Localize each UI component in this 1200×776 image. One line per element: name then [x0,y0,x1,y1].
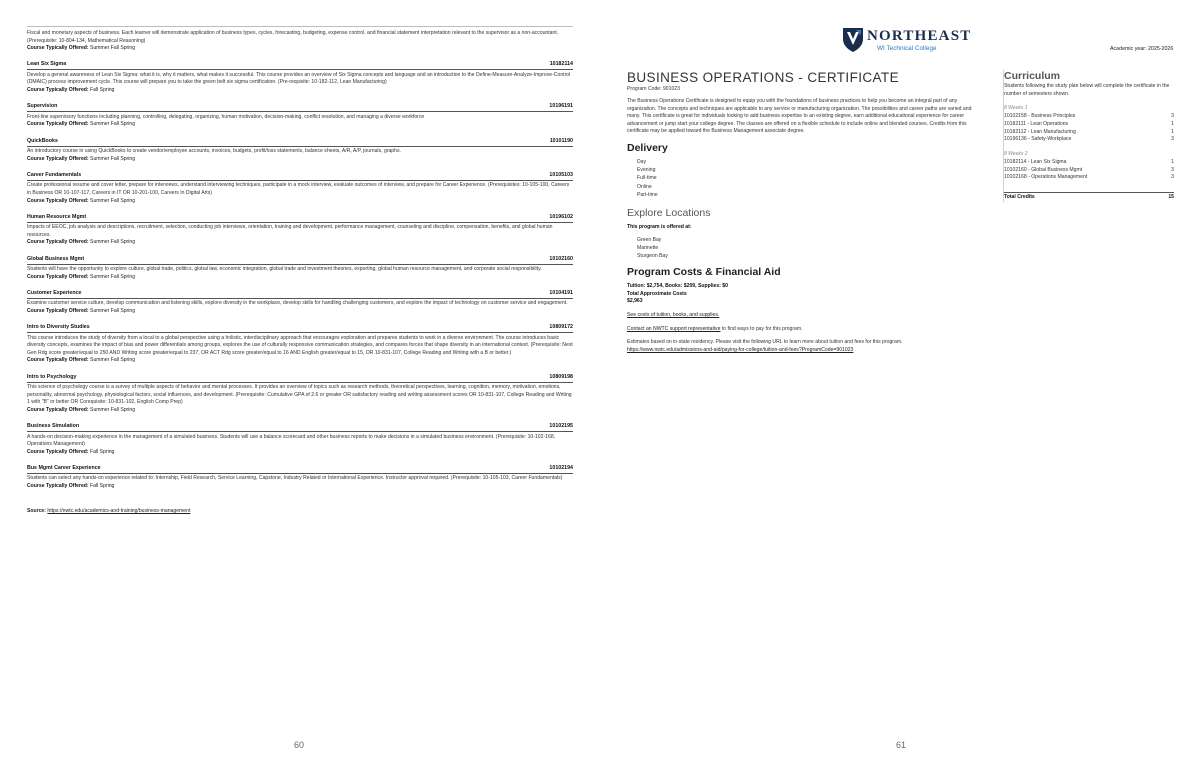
course-offered [27,483,573,491]
academic-year: Academic year: 2025-2026 [1110,46,1174,52]
list-item: Green Bay [637,236,662,243]
course-entry [27,290,573,316]
course-description: Students will have the opportunity to explore culture, global trade, politics, global law, economic integration, global trade and investment theories, exporting, global human resource management, and corporate social responsibility. [27,266,542,273]
curriculum-course-name: 10102168 - Operations Management [1004,174,1088,181]
tuition-url-link[interactable]: https://www.nwtc.edu/admissions-and-aid/paying-for-college/tuition-and-fees?ProgramCode=901023 [627,346,854,353]
offered-value: Fall Spring [90,483,115,490]
support-link[interactable]: Contact an NWTC support representative [627,325,721,332]
course-entry [27,374,573,415]
offered-value: Summer Fall Spring [90,406,136,413]
offered-value: Summer Fall Spring [90,45,136,52]
course-header [27,465,573,474]
course-name: QuickBooks [27,137,58,144]
course-entry [27,465,573,491]
curriculum-course-name: 10196136 - Safety-Workplace [1004,136,1072,143]
course-name: Business Simulation [27,423,80,430]
offered-label: Course Typically Offered: [27,45,89,52]
logo-name: NORTHEAST [867,28,972,44]
course-offered [27,239,573,247]
curriculum-course-credits: 3 [1171,166,1174,173]
curriculum-panel [1003,70,1174,202]
course-name: Bus Mgmt Career Experience [27,464,101,471]
curriculum-course-credits: 1 [1171,159,1174,165]
offered-value: Fall Spring [90,448,115,455]
page-title: BUSINESS OPERATIONS - CERTIFICATE [627,70,899,85]
course-entry [27,61,573,94]
course-entry [27,423,573,456]
course-description: Impacts of EEOC, job analysis and descriptions, recruitment, selection, conducting job interviews, orientation, training and development, performance management, counseling and discipline, compensation, benefits, and global human resources. [27,224,553,238]
course-header [27,103,573,112]
courses-container [27,61,573,490]
total-credits-value: 15 [1168,194,1174,201]
course-description: This course introduces the study of diversity from a local to a global perspective using a holistic, interdisciplinary approach that encourages exploration and prepares students to work in a diverse environment. The course introduces basic diversity concepts, examines the impact of bias and power differentials among groups, explores the use of culturally responsive communication strategies, and compares forces that shape diversity in an international context. (Prerequisite: Next Gen Rdg score greater/equal to 250 AND Writing score greater/equal to 237, OR ACT Rdg score greater/equal to 16 AND English greater/equal to 15, OR 10-831-107, College Reading and Writing with a B or better.) [27,334,573,356]
course-header [27,214,573,223]
program-description: The Business Operations Certificate is designed to equip you with the foundations of business practices to help you become an integral part of any organization. The concepts and techniques are applicable to any service or manufacturing organization. The possibilities and career paths are varied and many. This certificate is great for individuals looking to add business expertise to an existing degree, earn additional educational experience for career advancement or jump start your college degree. The classes are offered on a flexible schedule to include online and blended courses. Credits from this certificate may be applied toward the Business Management associate degree. [627,98,972,135]
course-offered [27,198,573,206]
curriculum-heading: Curriculum [1004,70,1061,82]
course-name: Customer Experience [27,289,82,296]
offered-value: Summer Fall Spring [90,273,136,280]
curriculum-course-row [1004,129,1174,137]
offered-value: Summer Fall Spring [90,357,136,364]
curriculum-course-credits: 3 [1171,136,1174,143]
delivery-heading: Delivery [627,141,668,154]
curriculum-description: Students following the study plan below will complete the certificate in the number of semesters shown. [1004,83,1170,97]
course-code: 10809198 [549,373,573,380]
course-name: Career Fundamentals [27,171,82,178]
course-header [27,423,573,432]
program-code: Program Code: 901023 [627,86,680,92]
course-offered [27,87,573,95]
course-entry [27,172,573,205]
course-code: 10196102 [549,213,573,220]
course-offered [27,308,573,316]
course-entry [27,324,573,365]
course-code: 10102194 [549,464,573,471]
offered-value: Fall Spring [90,87,115,94]
course-code: 10104191 [549,289,573,296]
locations-heading: Explore Locations [627,206,711,219]
costs-heading: Program Costs & Financial Aid [627,266,781,279]
shield-logo-icon [843,27,863,53]
program-info [627,70,979,354]
support-line [627,326,979,334]
course-header [27,324,573,333]
source-line [27,508,190,514]
course-entry [27,103,573,129]
course-description: This science of psychology course is a survey of multiple aspects of behavior and mental processes. It provides an overview of topics such as research methods, theoretical perspectives, learning, cognition, memory, motivation, emotions, personality, abnormal psychology, physiological factors, social influences, and development. (Prerequisite: Cumulative GPA of 2.6 or greater OR satisfactory reading and writing assessment scores OR 10-831-107, College Reading and Writing 1 with "B" or better OR Corequisite: 10-831-102, English Comp Prep) [27,384,572,406]
course-header [27,256,573,265]
offered-label: Course Typically Offered: [27,239,89,246]
total-costs-label: Total Approximate Costs [627,290,687,297]
offered-label: Course Typically Offered: [27,87,89,94]
list-item: Marinette [637,244,659,251]
course-offered [27,357,573,365]
list-item: Evening [637,167,656,174]
curriculum-course-name: 10102158 - Business Principles [1004,113,1076,120]
course-offered [27,449,573,457]
intro-offered [27,45,573,53]
locations-intro: This program is offered at: [627,223,692,230]
page-number: 61 [896,740,907,750]
curriculum-course-name: 10182111 - Lean Operations [1004,120,1069,127]
course-offered [27,121,573,129]
offered-label: Course Typically Offered: [27,406,89,413]
offered-label: Course Typically Offered: [27,197,89,204]
right-page [600,0,1200,776]
source-label: Source: [27,508,46,514]
list-item: Day [637,158,647,165]
curriculum-course-row [1004,167,1174,175]
offered-label: Course Typically Offered: [27,483,89,490]
course-description: Front-line supervisory functions including planning, controlling, delegating, organizing, human motivation, decision-making, conflict resolution, and managing a diverse workforce [27,113,425,120]
course-description: Examine customer service culture, develop communication and listening skills, explore diversity in the workplace, develop skills for handling challenging customers, and explore the impact of technology on customer service and engagement. [27,300,568,307]
course-name: Lean Six Sigma [27,61,67,68]
offered-label: Course Typically Offered: [27,121,89,128]
curriculum-course-row [1004,113,1174,121]
course-code: 10182114 [549,61,573,68]
total-credits-row [1004,193,1174,202]
offered-value: Summer Fall Spring [90,155,136,162]
support-rest: to find ways to pay for this program. [720,325,803,332]
term-label: 8 Weeks 2 [1004,151,1028,157]
course-code: 10102160 [549,255,573,262]
offered-value: Summer Fall Spring [90,121,136,128]
offered-label: Course Typically Offered: [27,357,89,364]
offered-label: Course Typically Offered: [27,307,89,314]
course-name: Intro to Psychology [27,373,77,380]
course-description: A hands-on decision-making experience in the management of a simulated business. Students will use a balance scorecard and other business reports to make decisions in a simulated business environment. (Prerequisite: 10-102-168, Operations Management) [27,433,556,448]
term-label: 8 Weeks 1 [1004,105,1028,112]
course-entry [27,138,573,164]
college-logo [843,27,993,55]
source-link[interactable]: https://nwtc.edu/academics-and-training/business-management [47,508,191,514]
costs-link[interactable]: See costs of tuition, books, and supplies. [627,311,720,318]
curriculum-course-credits: 3 [1171,174,1174,181]
intro-rule [27,26,573,27]
offered-value: Summer Fall Spring [90,239,136,246]
list-item: Part-time [637,191,658,198]
list-item: Full-time [637,175,657,182]
curriculum-course-row [1004,121,1174,129]
curriculum-course-credits: 1 [1171,128,1174,135]
course-header [27,374,573,383]
course-offered [27,156,573,164]
course-offered [27,274,573,282]
course-header [27,61,573,70]
course-code: 10105103 [549,171,573,178]
course-description: Create professional resume and cover letter, prepare for interviews, understand interviewing techniques, participate in a mock interview, evaluate outcomes of interview, and prepare for Career Experience. (Prerequisites: 10-105-100, Careers in Business OR 10-107-117, Careers in IT OR 10-201-100, Careers In Digital Arts) [27,182,570,196]
course-header [27,172,573,181]
course-header [27,138,573,147]
curriculum-terms [1004,105,1174,182]
estimates-text: Estimates based on in-state residency. Please visit the following URL to learn more about tuition and fees for this program. [627,339,903,346]
offered-label: Course Typically Offered: [27,273,89,280]
course-name: Supervision [27,103,58,110]
list-item: Sturgeon Bay [637,252,668,259]
course-description: Students can select any hands-on experience related to: Internship, Field Research, Service Learning, Capstone, Industry Related or International Experience. Instructor approval required. (Prerequisite: 10-105-103, Career Fundamentals) [27,475,563,482]
total-credits-label: Total Credits [1004,194,1035,201]
course-description: Develop a general awareness of Lean Six Sigma: what it is, why it matters, what makes it successful. This course provides an overview of Six Sigma concepts and language and an introduction to the Define-Measure-Analyze-Improve-Control (DMAIC) process improvement cycle. This course will prepare you to take the green belt six sigma certification. (Pre-requisite: 10-182-112, Lean Manufacturing) [27,71,571,86]
curriculum-course-name: 10102160 - Global Business Mgmt [1004,166,1083,173]
course-entry [27,256,573,282]
curriculum-course-row [1004,159,1174,167]
locations-list [627,236,979,261]
list-item: Online [637,183,652,190]
course-code: 10196191 [549,103,573,110]
curriculum-course-name: 10182114 - Lean Six Sigma [1004,159,1067,165]
total-costs-value: $2,963 [627,298,643,305]
course-name: Global Business Mgmt [27,255,85,262]
page-number: 60 [294,740,305,750]
curriculum-course-row [1004,136,1174,144]
offered-label: Course Typically Offered: [27,155,89,162]
course-description: An introductory course in using QuickBooks to create vendor/employee accounts, invoices, budgets, profit/loss statements, balance sheets, A/R, A/P, journals, graphs. [27,148,401,155]
offered-value: Summer Fall Spring [90,307,136,314]
intro-description: Fiscal and monetary aspects of business. Each learner will demonstrate application of business types, cycles, forecasting, budgeting, expense control, and financial statement interpretation relevant to the supervisor as a non-accountant. (Prerequisite: 10-804-134, Mathematical Reasoning) [27,30,559,44]
course-code: 10101190 [549,137,573,144]
course-name: Intro to Diversity Studies [27,324,90,331]
course-code: 10102195 [549,423,573,430]
course-header [27,290,573,299]
logo-subtitle: WI Technical College [877,45,937,52]
course-offered [27,407,573,415]
curriculum-course-row [1004,174,1174,182]
course-entry [27,214,573,247]
course-list [27,26,573,491]
curriculum-course-name: 10182112 - Lean Manufacturing [1004,128,1076,135]
curriculum-course-credits: 3 [1171,113,1174,120]
offered-value: Summer Fall Spring [90,197,136,204]
delivery-list [627,158,979,199]
course-code: 10809172 [549,324,573,331]
curriculum-course-credits: 1 [1171,120,1174,127]
offered-label: Course Typically Offered: [27,448,89,455]
course-name: Human Resource Mgmt [27,213,87,220]
costs-line: Tuition: $2,754, Books: $209, Supplies: $0 [627,283,728,290]
